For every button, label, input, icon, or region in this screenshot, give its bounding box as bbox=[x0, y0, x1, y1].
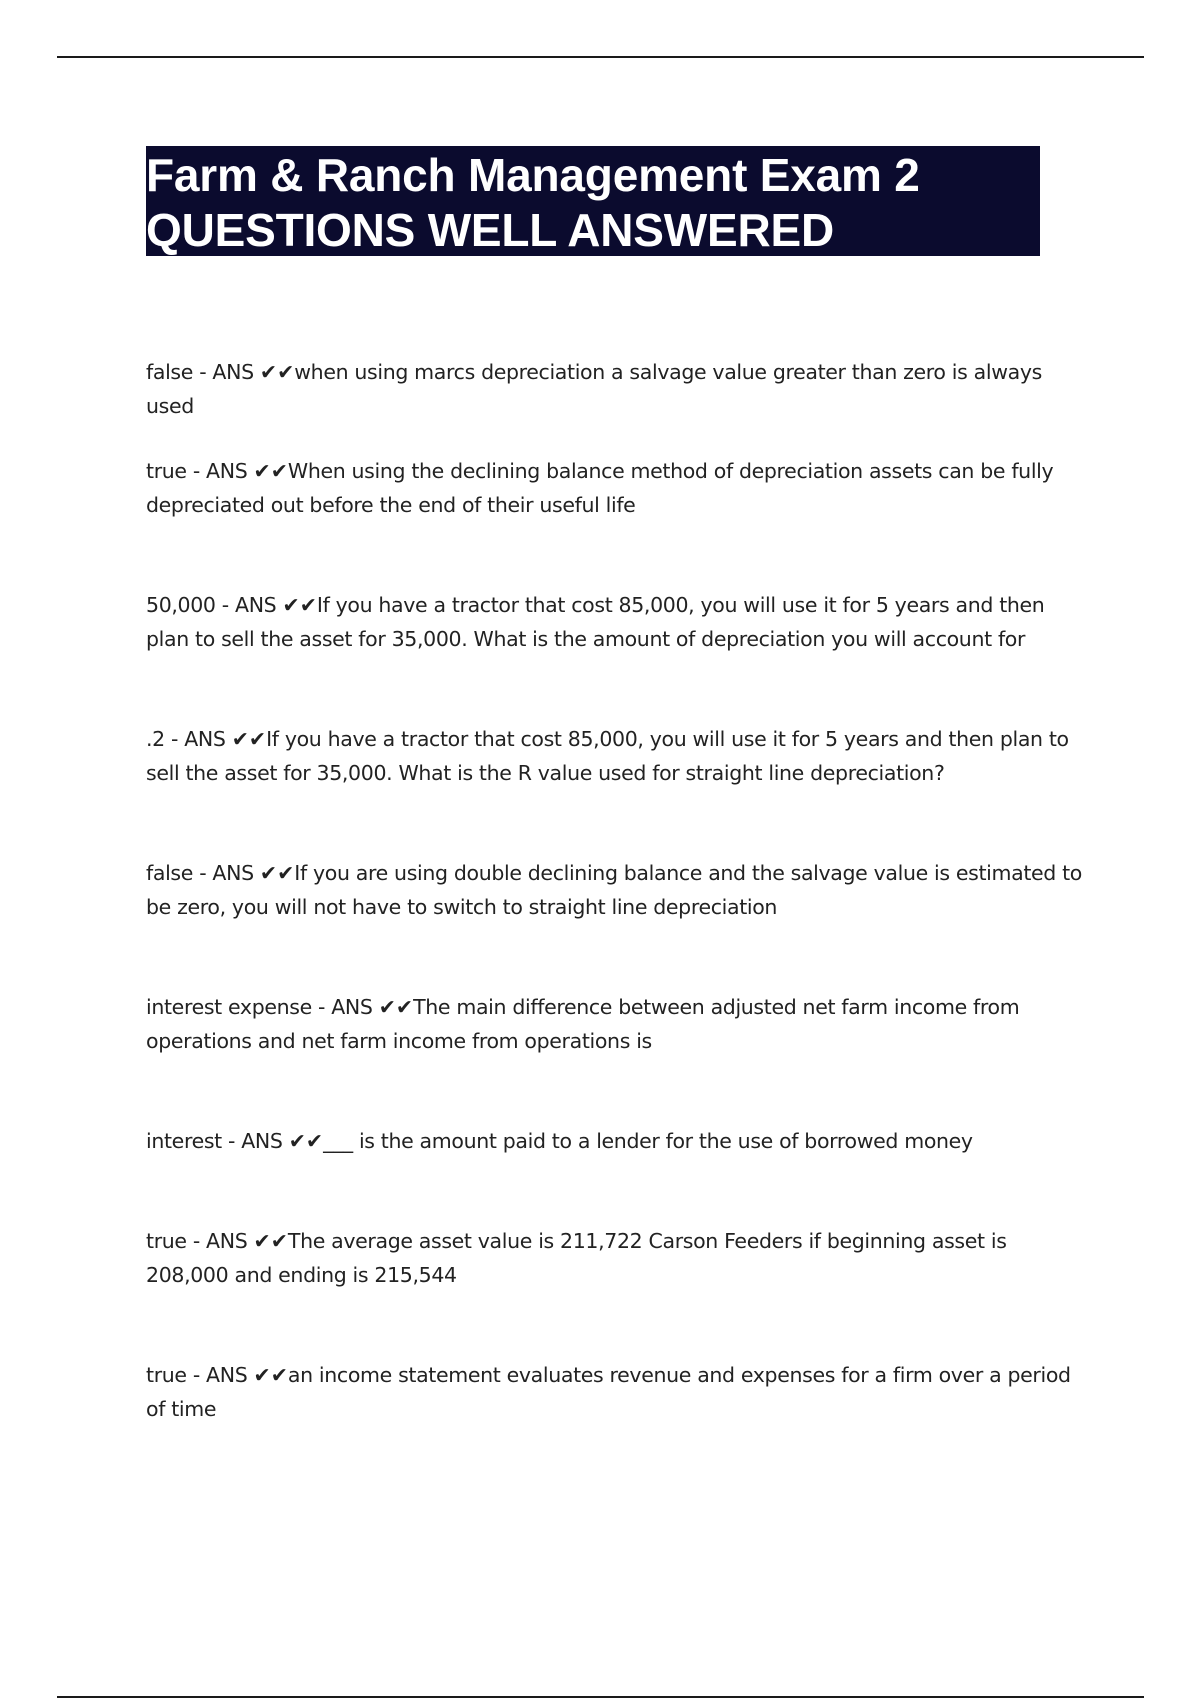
ans-label: - ANS bbox=[193, 360, 260, 384]
check-marks-icon: ✔✔ bbox=[253, 1363, 288, 1387]
question: When using the declining balance method of depreciation assets can be fully depreciated out before the end of their useful life bbox=[146, 459, 1054, 517]
check-marks-icon: ✔✔ bbox=[259, 360, 295, 384]
question: ___ is the amount paid to a lender for the use of borrowed money bbox=[323, 1129, 973, 1153]
qa-item-3 bbox=[146, 588, 1086, 656]
check-marks-icon: ✔✔ bbox=[253, 1229, 288, 1253]
answer: .2 bbox=[146, 727, 165, 751]
answer: interest expense bbox=[146, 995, 312, 1019]
qa-item-8 bbox=[146, 1224, 1086, 1292]
qa-item-4 bbox=[146, 722, 1086, 790]
question: an income statement evaluates revenue and expenses for a firm over a period of time bbox=[146, 1363, 1071, 1421]
answer: 50,000 bbox=[146, 593, 216, 617]
ans-label: - ANS bbox=[186, 1229, 254, 1253]
qa-item-2 bbox=[146, 454, 1086, 522]
check-marks-icon: ✔✔ bbox=[288, 1129, 324, 1153]
answer: true bbox=[146, 459, 187, 483]
check-marks-icon: ✔✔ bbox=[253, 459, 288, 483]
question: The main difference between adjusted net farm income from operations and net farm income from operations is bbox=[146, 995, 1020, 1053]
check-marks-icon: ✔✔ bbox=[282, 593, 317, 617]
answer: false bbox=[146, 861, 194, 885]
ans-label: - ANS bbox=[164, 727, 232, 751]
ans-label: - ANS bbox=[215, 593, 283, 617]
question: The average asset value is 211,722 Carson Feeders if beginning asset is 208,000 and ending is 215,544 bbox=[146, 1229, 1007, 1287]
title-line-2: QUESTIONS WELL ANSWERED bbox=[146, 204, 834, 256]
ans-label: - ANS bbox=[186, 459, 254, 483]
question: If you have a tractor that cost 85,000, you will use it for 5 years and then plan to sell the asset for 35,000. What is the R value used for straight line depreciation? bbox=[146, 727, 1069, 785]
ans-label: - ANS bbox=[193, 861, 260, 885]
check-marks-icon: ✔✔ bbox=[259, 861, 295, 885]
title-line-1: Farm & Ranch Management Exam 2 bbox=[146, 149, 920, 201]
qa-item-5 bbox=[146, 856, 1086, 924]
check-marks-icon: ✔✔ bbox=[231, 727, 267, 751]
ans-label: - ANS bbox=[186, 1363, 254, 1387]
top-rule bbox=[57, 56, 1144, 58]
answer: interest bbox=[146, 1129, 222, 1153]
qa-item-7 bbox=[146, 1124, 1086, 1158]
question: If you are using double declining balance and the salvage value is estimated to be zero, you will not have to switch to straight line depreciation bbox=[146, 861, 1082, 919]
qa-item-9 bbox=[146, 1358, 1086, 1426]
answer: true bbox=[146, 1229, 187, 1253]
qa-item-6 bbox=[146, 990, 1086, 1058]
answer: false bbox=[146, 360, 194, 384]
check-marks-icon: ✔✔ bbox=[378, 995, 414, 1019]
ans-label: - ANS bbox=[221, 1129, 289, 1153]
answer: true bbox=[146, 1363, 187, 1387]
bottom-rule bbox=[57, 1696, 1144, 1698]
question: If you have a tractor that cost 85,000, you will use it for 5 years and then plan to sell the asset for 35,000. What is the amount of depreciation you will account for bbox=[146, 593, 1045, 651]
question: when using marcs depreciation a salvage value greater than zero is always used bbox=[146, 360, 1042, 418]
document-title bbox=[146, 146, 1040, 256]
qa-item-1 bbox=[146, 355, 1086, 423]
ans-label: - ANS bbox=[311, 995, 379, 1019]
